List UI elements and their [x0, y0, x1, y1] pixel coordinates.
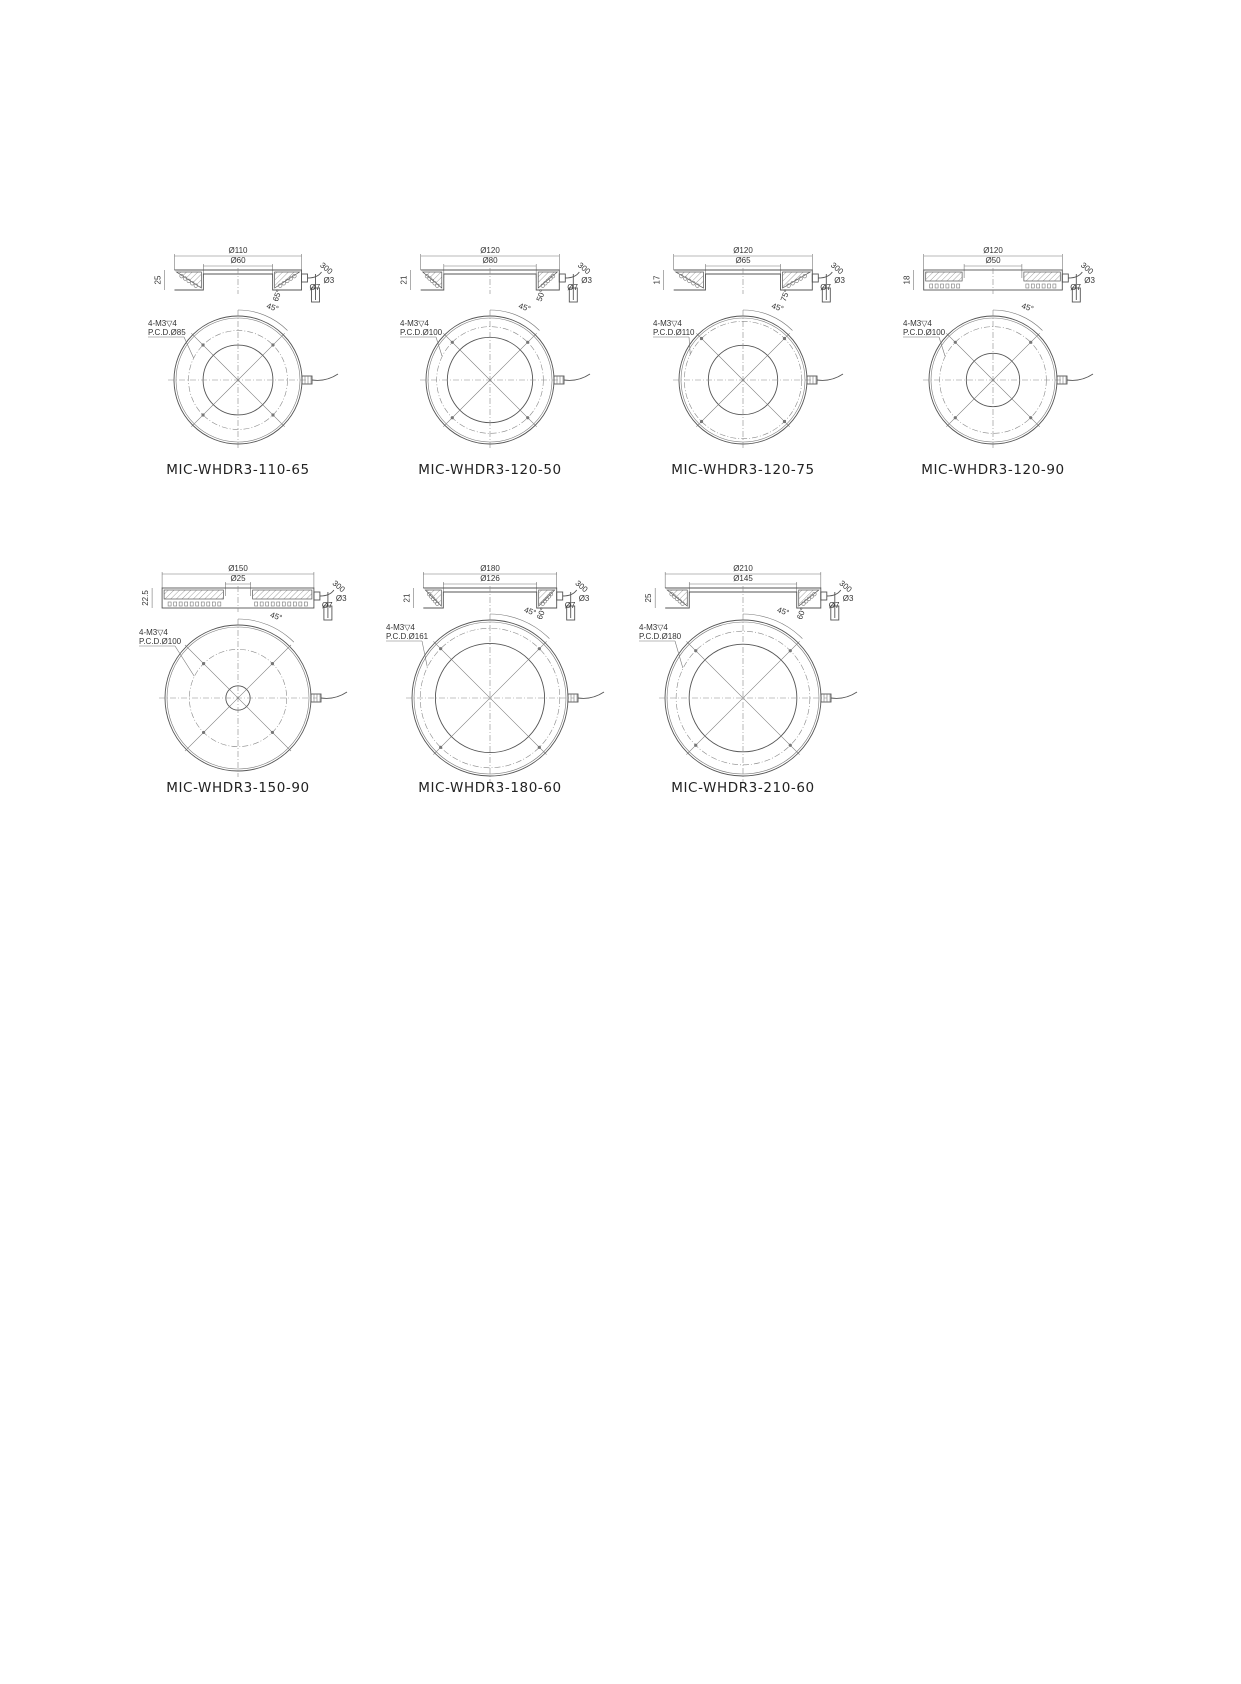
inner-diameter-label: Ø65 — [735, 256, 751, 265]
cable-gland — [302, 274, 308, 282]
height-label: 21 — [399, 275, 409, 285]
inner-diameter-label: Ø50 — [985, 256, 1001, 265]
pin-diameter-label: Ø3 — [323, 276, 335, 285]
mounting-hole — [538, 647, 541, 650]
cable-gland — [1062, 274, 1068, 282]
height-label: 21 — [402, 593, 412, 603]
cable-bend — [308, 272, 322, 278]
mounting-hole — [1029, 341, 1032, 344]
plan-view — [148, 301, 338, 450]
height-label: 22.5 — [141, 590, 151, 606]
led-icon — [930, 284, 933, 288]
mounting-hole — [202, 662, 205, 665]
hole-angle-label: 45° — [1020, 301, 1035, 314]
cable-bend — [1068, 272, 1082, 278]
led-icon — [1031, 284, 1034, 288]
inner-diameter-label: Ø60 — [230, 256, 246, 265]
cable-bend — [563, 590, 577, 596]
led-icon — [293, 602, 296, 606]
beam-angle-label: 65° — [271, 288, 284, 303]
drawing-panel — [400, 246, 593, 478]
mounting-hole — [700, 420, 703, 423]
cable-gland — [559, 274, 565, 282]
model-caption: MIC-WHDR3-210-60 — [671, 780, 815, 796]
led-icon — [288, 602, 291, 606]
led-icon — [190, 602, 193, 606]
hole-angle-label: 45° — [775, 605, 791, 618]
height-label: 17 — [652, 275, 662, 285]
beam-angle-label: 60° — [535, 606, 548, 621]
cable-bend — [565, 272, 579, 278]
led-icon — [277, 602, 280, 606]
cable-length-label: 300 — [829, 260, 846, 277]
mounting-hole — [694, 649, 697, 652]
pcd-label: P.C.D.Ø100 — [903, 328, 946, 337]
mounting-hole — [783, 337, 786, 340]
mount-holes-label: 4-M3▽4 — [400, 319, 429, 328]
plan-view — [639, 605, 857, 782]
mount-holes-label: 4-M3▽4 — [139, 628, 168, 637]
model-caption: MIC-WHDR3-150-90 — [166, 780, 310, 796]
drawing-panel — [148, 246, 338, 478]
cable-diameter-label: Ø7 — [321, 601, 333, 610]
mounting-hole — [439, 746, 442, 749]
cable-bend — [320, 590, 334, 596]
pin-diameter-label: Ø3 — [1084, 276, 1095, 285]
hole-angle-label: 45° — [265, 301, 280, 314]
cable-diameter-label: Ø7 — [309, 283, 321, 292]
inner-diameter-label: Ø145 — [733, 574, 753, 583]
hole-angle-label: 45° — [268, 610, 284, 623]
cable-bend — [827, 590, 841, 596]
led-icon — [168, 602, 171, 606]
outer-diameter-label: Ø210 — [733, 564, 753, 573]
led-icon — [1037, 284, 1040, 288]
cable-icon — [564, 374, 590, 380]
mounting-hole — [954, 416, 957, 419]
led-icon — [207, 602, 210, 606]
model-caption: MIC-WHDR3-120-90 — [921, 462, 1065, 478]
cable-icon — [312, 374, 338, 380]
led-icon — [951, 284, 954, 288]
leader-line — [436, 337, 442, 356]
plan-view — [653, 301, 843, 450]
cable-icon — [321, 692, 347, 698]
height-label: 25 — [153, 275, 163, 285]
mounting-hole — [789, 649, 792, 652]
plan-view — [139, 610, 347, 777]
leader-line — [939, 337, 945, 356]
cable-gland — [314, 592, 320, 600]
mounting-hole — [700, 337, 703, 340]
cable-icon — [1067, 374, 1093, 380]
mount-holes-label: 4-M3▽4 — [148, 319, 177, 328]
side-view — [141, 564, 347, 623]
led-icon — [299, 602, 302, 606]
angle-arc — [743, 310, 792, 331]
leader-line — [675, 641, 683, 668]
mounting-hole — [1029, 416, 1032, 419]
led-icon — [946, 284, 949, 288]
mounting-hole — [789, 744, 792, 747]
pcd-label: P.C.D.Ø161 — [386, 632, 429, 641]
drawing-panel — [903, 246, 1096, 478]
pcd-label: P.C.D.Ø180 — [639, 632, 682, 641]
pin-diameter-label: Ø3 — [834, 276, 845, 285]
led-icon — [935, 284, 938, 288]
mount-holes-label: 4-M3▽4 — [653, 319, 682, 328]
drawing-panel — [639, 564, 857, 796]
outer-diameter-label: Ø150 — [228, 564, 248, 573]
mounting-hole — [271, 662, 274, 665]
inner-diameter-label: Ø80 — [482, 256, 498, 265]
hatched-section — [926, 272, 962, 281]
led-icon — [196, 602, 199, 606]
mounting-hole — [954, 341, 957, 344]
pin-diameter-label: Ø3 — [581, 276, 592, 285]
led-icon — [260, 602, 263, 606]
pcd-label: P.C.D.Ø100 — [400, 328, 443, 337]
led-icon — [1042, 284, 1045, 288]
drawing-panel — [139, 564, 347, 796]
height-label: 18 — [902, 275, 912, 285]
mounting-hole — [201, 343, 204, 346]
outer-diameter-label: Ø120 — [983, 246, 1003, 255]
beam-angle-label: 60° — [795, 606, 808, 621]
outer-diameter-label: Ø120 — [480, 246, 500, 255]
inner-diameter-label: Ø25 — [230, 574, 246, 583]
side-view — [903, 246, 1096, 302]
mount-holes-label: 4-M3▽4 — [386, 623, 415, 632]
mounting-hole — [526, 416, 529, 419]
cable-length-label: 300 — [576, 260, 593, 277]
led-icon — [1047, 284, 1050, 288]
pcd-label: P.C.D.Ø85 — [148, 328, 186, 337]
beam-angle-label: 50° — [534, 288, 548, 303]
outer-diameter-label: Ø120 — [733, 246, 753, 255]
cable-diameter-label: Ø7 — [564, 601, 576, 610]
side-view — [153, 246, 334, 303]
hatched-section — [253, 590, 312, 599]
outer-diameter-label: Ø180 — [480, 564, 500, 573]
height-label: 25 — [644, 593, 654, 603]
led-icon — [1026, 284, 1029, 288]
plan-view — [386, 605, 604, 782]
hole-angle-label: 45° — [522, 605, 538, 618]
cable-length-label: 300 — [318, 260, 335, 277]
mounting-hole — [439, 647, 442, 650]
led-icon — [174, 602, 177, 606]
plan-view — [400, 301, 590, 450]
pin-diameter-label: Ø3 — [335, 594, 347, 603]
led-icon — [212, 602, 215, 606]
pin-diameter-label: Ø3 — [842, 594, 854, 603]
model-caption: MIC-WHDR3-120-75 — [671, 462, 815, 478]
cable-diameter-label: Ø7 — [1070, 283, 1081, 292]
mounting-hole — [271, 731, 274, 734]
cable-length-label: 300 — [837, 578, 854, 595]
cable-diameter-label: Ø7 — [828, 601, 840, 610]
cable-icon — [831, 692, 857, 698]
beam-angle-label: 75° — [778, 288, 792, 303]
cable-gland — [812, 274, 818, 282]
mounting-hole — [202, 731, 205, 734]
mounting-hole — [451, 341, 454, 344]
led-icon — [304, 602, 307, 606]
mounting-hole — [694, 744, 697, 747]
mount-holes-label: 4-M3▽4 — [903, 319, 932, 328]
inner-diameter-label: Ø126 — [480, 574, 500, 583]
drawing-panel — [653, 246, 846, 478]
mounting-hole — [451, 416, 454, 419]
mount-holes-label: 4-M3▽4 — [639, 623, 668, 632]
led-icon — [201, 602, 204, 606]
side-view — [400, 246, 593, 303]
hole-angle-label: 45° — [517, 301, 532, 314]
angle-arc — [238, 310, 287, 331]
led-icon — [179, 602, 182, 606]
led-icon — [957, 284, 960, 288]
leader-line — [175, 646, 194, 676]
cable-gland — [557, 592, 563, 600]
pcd-label: P.C.D.Ø100 — [139, 637, 182, 646]
model-caption: MIC-WHDR3-110-65 — [166, 462, 310, 478]
side-view — [653, 246, 846, 303]
cable-icon — [578, 692, 604, 698]
outer-diameter-label: Ø110 — [228, 246, 248, 255]
side-view — [402, 564, 590, 621]
cable-icon — [817, 374, 843, 380]
led-icon — [271, 602, 274, 606]
pin-diameter-label: Ø3 — [578, 594, 590, 603]
led-icon — [941, 284, 944, 288]
model-caption: MIC-WHDR3-120-50 — [418, 462, 562, 478]
mounting-hole — [271, 413, 274, 416]
mounting-hole — [783, 420, 786, 423]
hole-angle-label: 45° — [770, 301, 785, 314]
cable-length-label: 300 — [1079, 260, 1096, 277]
led-icon — [1053, 284, 1056, 288]
led-icon — [266, 602, 269, 606]
led-icon — [185, 602, 188, 606]
led-icon — [218, 602, 221, 606]
model-caption: MIC-WHDR3-180-60 — [418, 780, 562, 796]
hatched-section — [164, 590, 223, 599]
cable-bend — [818, 272, 832, 278]
cable-length-label: 300 — [330, 578, 347, 595]
led-icon — [255, 602, 258, 606]
mounting-hole — [201, 413, 204, 416]
side-view — [644, 564, 854, 621]
cable-diameter-label: Ø7 — [820, 283, 831, 292]
cable-length-label: 300 — [573, 578, 590, 595]
hatched-section — [1024, 272, 1060, 281]
led-icon — [282, 602, 285, 606]
cable-gland — [821, 592, 827, 600]
mounting-hole — [538, 746, 541, 749]
cable-diameter-label: Ø7 — [567, 283, 578, 292]
plan-view — [903, 301, 1093, 450]
drawing-panel — [386, 564, 604, 796]
mounting-hole — [526, 341, 529, 344]
mounting-hole — [271, 343, 274, 346]
pcd-label: P.C.D.Ø110 — [653, 328, 695, 337]
